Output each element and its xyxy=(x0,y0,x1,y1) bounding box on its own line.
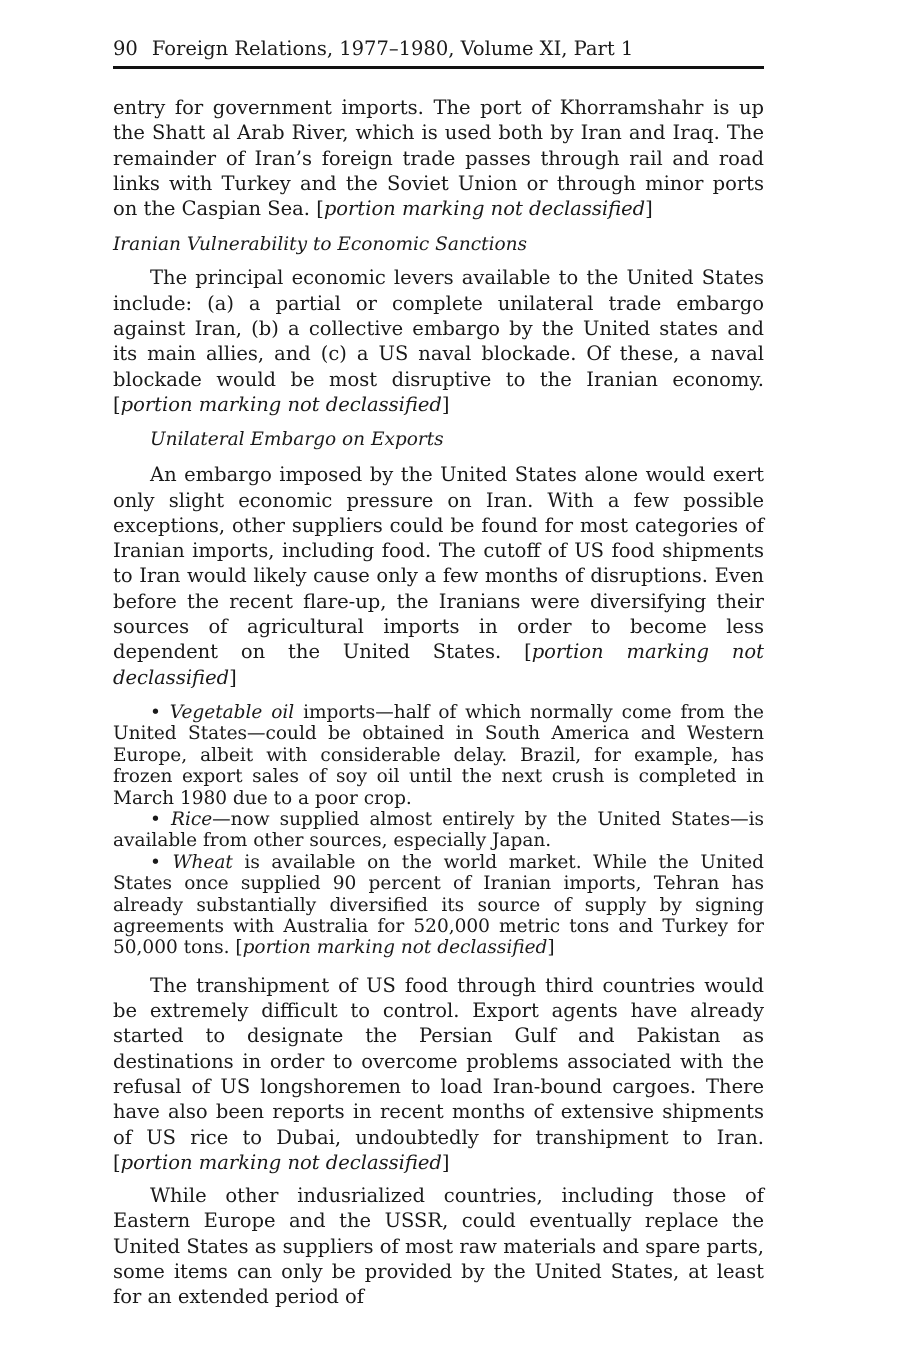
document-page xyxy=(113,36,764,1310)
subsection-heading: Unilateral Embargo on Exports xyxy=(150,429,444,451)
header-rule xyxy=(113,66,764,69)
list-item: • Wheat is available on the world market. While the United States once supplied 90 percent of Iranian imports, Tehran has already substantially diversified its source of supply by signing agreements with Australia for 520,000 metric tons and Turkey for 50,000 tons. [portion marking not declassified] xyxy=(113,851,764,959)
section-heading: Iranian Vulnerability to Economic Sanctions xyxy=(113,234,528,256)
portion-marking: portion marking not declassified xyxy=(323,197,646,221)
paragraph-transhipment: The transhipment of US food through third countries would be extremely difficult to control. Export agents have already started to designate the Persian Gulf and Pakistan as destinations in order to overcome problems associated with the refusal of US longshoremen to load Iran-bound cargoes. There have also been reports in recent months of extensive shipments of US rice to Dubai, undoubtedly for transhipment to Iran. [portion marking not declassified] xyxy=(113,973,764,1174)
list-item: • Rice—now supplied almost entirely by the United States—is available from other sources, especially Japan. xyxy=(113,808,764,852)
paragraph-unilateral-embargo: An embargo imposed by the United States alone would exert only slight economic pressure on Iran. With a few possible exceptions, other suppliers could be found for most categories of Iranian imports, including food. The cutoff of US food shipments to Iran would likely cause only a few months of disruptions. Even before the recent flare-up, the Iranians were diversifying their sources of agricultural imports in order to become less dependent on the United States. [portion marking not declassified] xyxy=(113,463,764,689)
list-item: • Vegetable oil imports—half of which normally come from the United States—could be obtained in South America and Western Europe, albeit with considerable delay. Brazil, for example, has frozen export sales of soy oil until the next crush is completed in March 1980 due to a poor crop. xyxy=(113,701,764,809)
page-number: 90 xyxy=(113,37,138,60)
paragraph-industrialized-suppliers: While other indusrialized countries, including those of Eastern Europe and the USSR, could eventually replace the United States as suppliers of most raw materials and spare parts, some items can only be provided by the United States, at least for an extended period of xyxy=(113,1184,764,1309)
portion-marking: portion marking not declassified xyxy=(242,937,548,959)
portion-marking: portion marking not declassified xyxy=(120,1150,442,1174)
paragraph-economic-levers: The principal economic levers available to the United States include: (a) a partial or complete unilateral trade embargo against Iran, (b) a collective embargo by the United states and its main allies, and (c) a US naval blockade. Of these, a naval blockade would be most disruptive to the Iranian economy. [portion marking not declassified] xyxy=(113,266,764,416)
running-header xyxy=(113,36,764,66)
volume-title: Foreign Relations, 1977–1980, Volume XI, Part 1 xyxy=(151,37,634,60)
import-bullet-list xyxy=(113,702,764,959)
paragraph-port-trade: entry for government imports. The port of Khorramshahr is up the Shatt al Arab River, which is used both by Iran and Iraq. The remainder of Iran’s foreign trade passes through rail and road links with Turkey and the Soviet Union or through minor ports on the Caspian Sea. [portion marking not declassified] xyxy=(113,96,764,221)
portion-marking: portion marking not declassified xyxy=(113,640,764,689)
portion-marking: portion marking not declassified xyxy=(120,392,442,416)
